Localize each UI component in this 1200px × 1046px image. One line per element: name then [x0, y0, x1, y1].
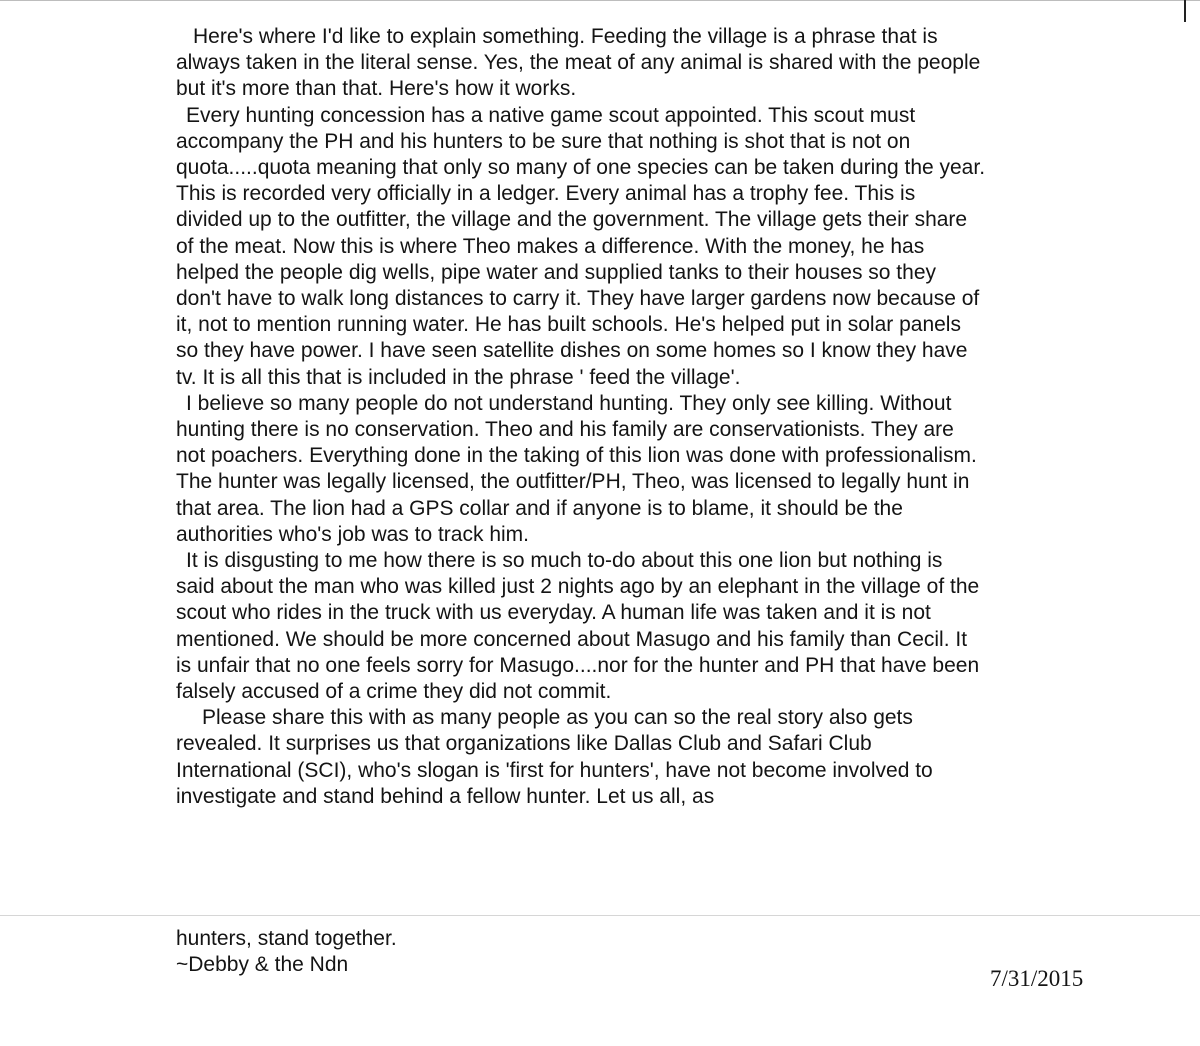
- letter-paragraph-masugo: It is disgusting to me how there is so much to-do about this one lion but nothing is said about the man who was killed just 2 nights ago by an elephant in the village of the scout who rides in the truck with us everyday. A human life was taken and it is not mentioned. We should be more concerned about Masugo and his family than Cecil. It is unfair that no one feels sorry for Masugo....nor for the hunter and PH that have been falsely accused of a crime they did not commit.: [176, 549, 980, 704]
- scan-edge-right: [1184, 0, 1186, 22]
- letter-paragraph-conservation: I believe so many people do not understand hunting. They only see killing. Without hunting there is no conservation. Theo and his family are conservationists. They are not poachers. Everything done in the taking of this lion was done with professionalism. The hunter was legally licensed, the outfitter/PH, Theo, was licensed to legally hunt in that area. The lion had a GPS collar and if anyone is to blame, it should be the authorities who's job was to track him.: [176, 391, 977, 546]
- letter-paragraph-game-scout: Every hunting concession has a native game scout appointed. This scout must accompany the PH and his hunters to be sure that nothing is shot that is not on quota.....quota meaning that only so many of one species can be taken during the year. This is recorded very officially in a ledger. Every animal has a trophy fee. This is divided up to the outfitter, the village and the government. The village gets their share of the meat. Now this is where Theo makes a difference. With the money, he has helped the people dig wells, pipe water and supplied tanks to their houses so they don't have to walk long distances to carry it. They have larger gardens now because of it, not to mention running water. He has built schools. He's helped put in solar panels so they have power. I have seen satellite dishes on some homes so I know they have tv. It is all this that is included in the phrase ' feed the village'.: [176, 103, 986, 389]
- date-stamp: 7/31/2015: [990, 966, 1084, 991]
- closing-line: hunters, stand together.: [176, 927, 397, 950]
- letter-paragraph-feeding-village: Here's where I'd like to explain something. Feeding the village is a phrase that is always taken in the literal sense. Yes, the meat of any animal is shared with the people but it's more than that. Here's how it works.: [176, 25, 981, 101]
- letter-closing: [176, 926, 397, 978]
- letter-paragraph-share: Please share this with as many people as you can so the real story also gets revealed. It surprises us that organizations like Dallas Club and Safari Club International (SCI), who's slogan is 'first for hunters', have not become involved to investigate and stand behind a fellow hunter. Let us all, as: [176, 706, 933, 808]
- scan-edge-top: [0, 0, 1200, 4]
- scan-fold-line: [0, 915, 1200, 916]
- letter-body: [176, 24, 986, 810]
- signature: ~Debby & the Ndn: [176, 953, 349, 977]
